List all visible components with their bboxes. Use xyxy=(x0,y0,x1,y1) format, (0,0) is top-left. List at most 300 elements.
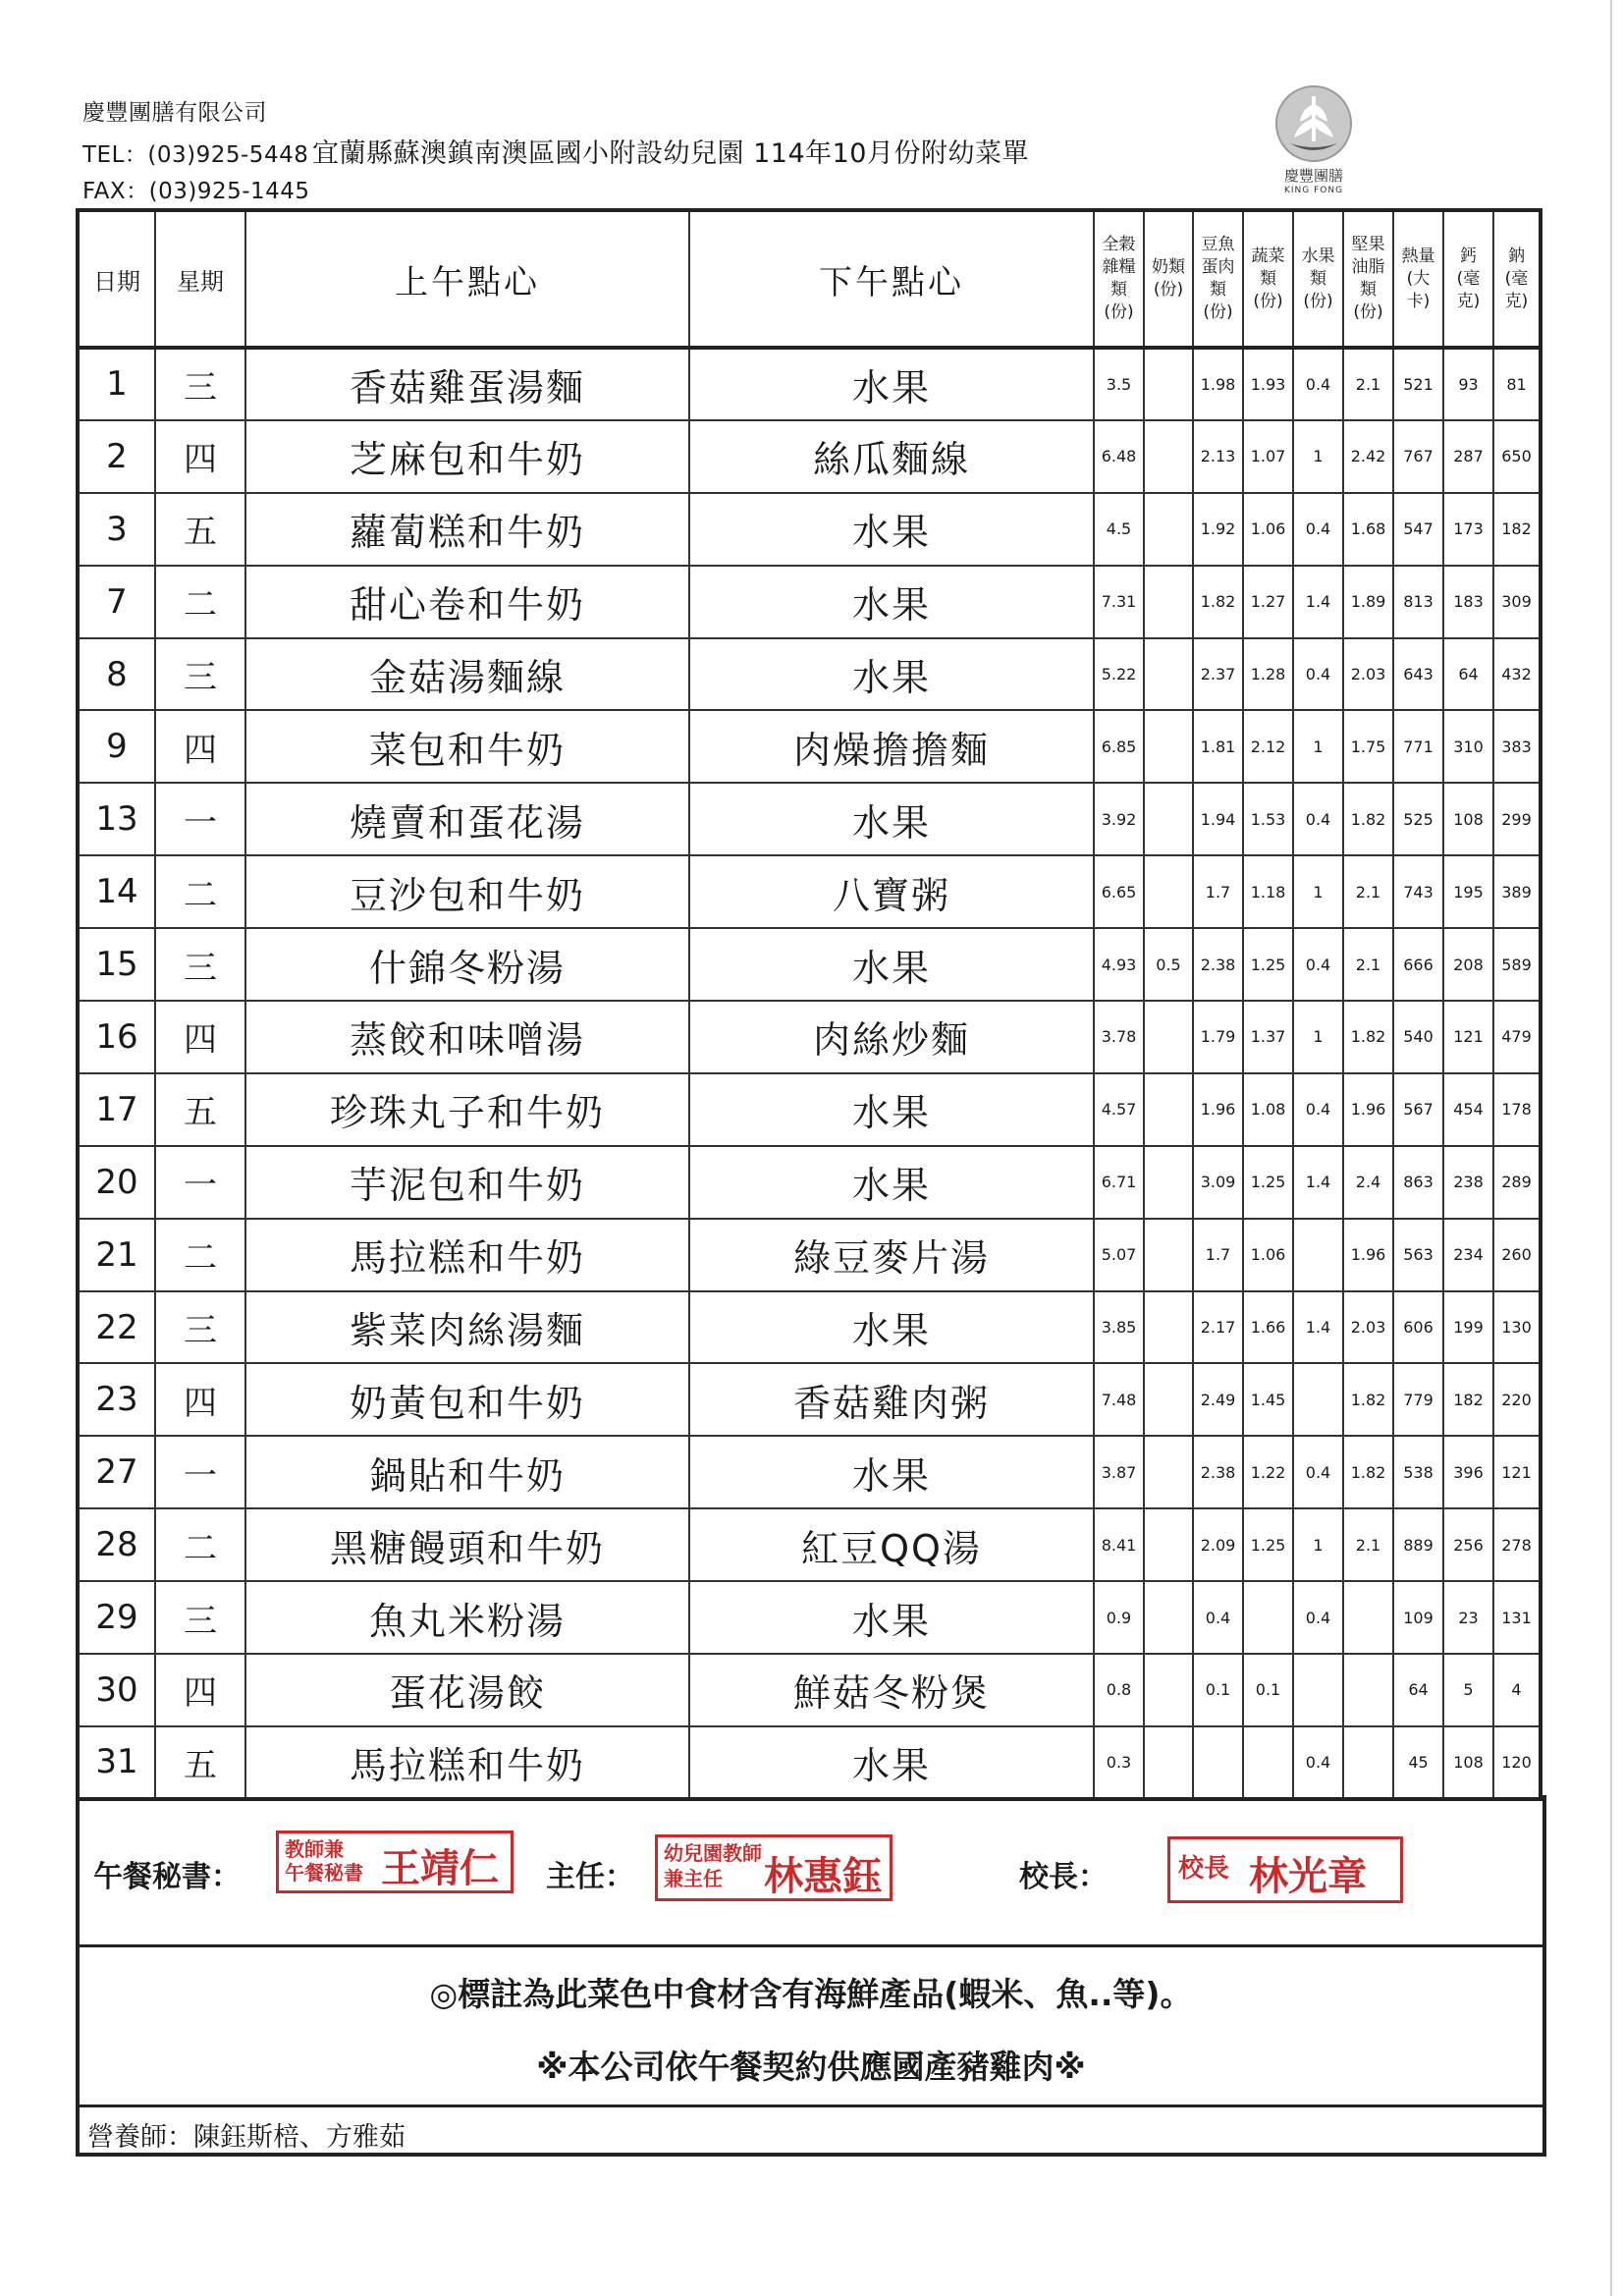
calcium-cell: 234 xyxy=(1443,1219,1493,1291)
nuts-oils-cell: 1.82 xyxy=(1343,1001,1393,1073)
afternoon-snack-cell: 水果 xyxy=(689,1581,1094,1654)
date-cell: 17 xyxy=(78,1073,155,1146)
protein-cell: 1.79 xyxy=(1193,1001,1243,1073)
calories-cell: 743 xyxy=(1393,855,1443,928)
col-grains-line: (份) xyxy=(1104,302,1134,322)
col-protein-line: 蛋肉 xyxy=(1201,257,1235,277)
calcium-cell: 183 xyxy=(1443,566,1493,638)
weekday-cell: 三 xyxy=(155,1291,245,1364)
principal-stamp xyxy=(1167,1836,1403,1903)
logo-name: 慶豐團膳 xyxy=(1283,167,1343,185)
secretary-label: 午餐秘書： xyxy=(93,1860,241,1894)
col-morning-snack: 上午點心 xyxy=(245,210,689,348)
calories-cell: 525 xyxy=(1393,783,1443,855)
morning-snack-cell: 魚丸米粉湯 xyxy=(245,1581,689,1654)
afternoon-snack-cell: 綠豆麥片湯 xyxy=(689,1219,1094,1291)
dairy-cell xyxy=(1144,1436,1193,1508)
nuts-oils-cell: 2.4 xyxy=(1343,1146,1393,1219)
table-row xyxy=(78,1654,1541,1726)
grains-cell: 3.85 xyxy=(1094,1291,1144,1364)
col-grains-line: 全穀 xyxy=(1102,235,1136,254)
col-fruit-line: (份) xyxy=(1303,291,1333,311)
date-cell: 9 xyxy=(78,710,155,783)
calcium-cell: 256 xyxy=(1443,1508,1493,1581)
fruit-cell: 1 xyxy=(1293,710,1343,783)
grains-cell: 6.85 xyxy=(1094,710,1144,783)
protein-cell: 1.81 xyxy=(1193,710,1243,783)
sodium-cell: 309 xyxy=(1493,566,1541,638)
afternoon-snack-cell: 肉絲炒麵 xyxy=(689,1001,1094,1073)
morning-snack-cell: 菜包和牛奶 xyxy=(245,710,689,783)
menu-title: 宜蘭縣蘇澳鎮南澳區國小附設幼兒園 114年10月份附幼菜單 xyxy=(312,138,1029,169)
table-row xyxy=(78,1726,1541,1799)
calcium-cell: 208 xyxy=(1443,928,1493,1001)
nuts-oils-cell: 2.1 xyxy=(1343,348,1393,420)
vegetables-cell: 1.18 xyxy=(1243,855,1293,928)
grains-cell: 6.48 xyxy=(1094,420,1144,493)
date-cell: 7 xyxy=(78,566,155,638)
fruit-cell: 1 xyxy=(1293,1001,1343,1073)
logo-english: KING FONG xyxy=(1283,186,1344,195)
principal-stamp-name: 林光章 xyxy=(1249,1853,1367,1899)
secretary-stamp xyxy=(276,1831,514,1893)
afternoon-snack-cell: 水果 xyxy=(689,1146,1094,1219)
weekday-cell: 一 xyxy=(155,1146,245,1219)
calories-cell: 547 xyxy=(1393,493,1443,566)
fruit-cell: 0.4 xyxy=(1293,928,1343,1001)
col-vegetables-line: 類 xyxy=(1260,268,1276,289)
fruit-cell: 1 xyxy=(1293,855,1343,928)
protein-cell: 3.09 xyxy=(1193,1146,1243,1219)
morning-snack-cell: 燒賣和蛋花湯 xyxy=(245,783,689,855)
vegetables-cell xyxy=(1243,1726,1293,1799)
calories-cell: 863 xyxy=(1393,1146,1443,1219)
calcium-cell: 108 xyxy=(1443,783,1493,855)
dairy-cell: 0.5 xyxy=(1144,928,1193,1001)
protein-cell: 2.37 xyxy=(1193,638,1243,711)
fruit-cell: 1.4 xyxy=(1293,1291,1343,1364)
col-grains-line: 類 xyxy=(1110,280,1127,300)
protein-cell: 0.1 xyxy=(1193,1654,1243,1726)
afternoon-snack-cell: 水果 xyxy=(689,1291,1094,1364)
dairy-cell xyxy=(1144,348,1193,420)
fruit-cell: 0.4 xyxy=(1293,348,1343,420)
vegetables-cell: 1.06 xyxy=(1243,493,1293,566)
table-row xyxy=(78,1291,1541,1364)
grains-cell: 7.31 xyxy=(1094,566,1144,638)
sodium-cell: 289 xyxy=(1493,1146,1541,1219)
morning-snack-cell: 馬拉糕和牛奶 xyxy=(245,1726,689,1799)
secretary-stamp-name: 王靖仁 xyxy=(381,1845,499,1891)
calcium-cell: 396 xyxy=(1443,1436,1493,1508)
weekday-cell: 三 xyxy=(155,348,245,420)
col-calories-line: (大 xyxy=(1406,268,1431,289)
col-protein xyxy=(1193,210,1243,348)
morning-snack-cell: 金菇湯麵線 xyxy=(245,638,689,711)
date-cell: 30 xyxy=(78,1654,155,1726)
fruit-cell xyxy=(1293,1219,1343,1291)
afternoon-snack-cell: 八寶粥 xyxy=(689,855,1094,928)
grains-cell: 3.87 xyxy=(1094,1436,1144,1508)
director-stamp-name: 林惠鈺 xyxy=(764,1853,882,1899)
dairy-cell xyxy=(1144,1146,1193,1219)
scan-edge xyxy=(1610,0,1612,2296)
morning-snack-cell: 甜心卷和牛奶 xyxy=(245,566,689,638)
director-stamp-line2: 兼主任 xyxy=(664,1867,723,1890)
dairy-cell xyxy=(1144,1219,1193,1291)
nuts-oils-cell: 2.1 xyxy=(1343,928,1393,1001)
protein-cell: 1.7 xyxy=(1193,1219,1243,1291)
col-calories xyxy=(1393,210,1443,348)
weekday-cell: 二 xyxy=(155,1508,245,1581)
nuts-oils-cell xyxy=(1343,1726,1393,1799)
sodium-cell: 432 xyxy=(1493,638,1541,711)
dairy-cell xyxy=(1144,420,1193,493)
calories-cell: 45 xyxy=(1393,1726,1443,1799)
dairy-cell xyxy=(1144,493,1193,566)
fruit-cell: 0.4 xyxy=(1293,493,1343,566)
grains-cell: 4.5 xyxy=(1094,493,1144,566)
nuts-oils-cell: 1.82 xyxy=(1343,783,1393,855)
menu-table-body xyxy=(78,348,1541,1799)
nuts-oils-cell: 2.42 xyxy=(1343,420,1393,493)
vegetables-cell: 1.22 xyxy=(1243,1436,1293,1508)
col-calcium xyxy=(1443,210,1493,348)
date-cell: 14 xyxy=(78,855,155,928)
dairy-cell xyxy=(1144,1001,1193,1073)
col-date: 日期 xyxy=(78,210,155,348)
sodium-cell: 278 xyxy=(1493,1508,1541,1581)
dairy-cell xyxy=(1144,1508,1193,1581)
calcium-cell: 23 xyxy=(1443,1581,1493,1654)
date-cell: 20 xyxy=(78,1146,155,1219)
fruit-cell: 1.4 xyxy=(1293,566,1343,638)
calories-cell: 666 xyxy=(1393,928,1443,1001)
weekday-cell: 四 xyxy=(155,710,245,783)
vegetables-cell: 1.07 xyxy=(1243,420,1293,493)
grains-cell: 6.71 xyxy=(1094,1146,1144,1219)
protein-cell: 0.4 xyxy=(1193,1581,1243,1654)
afternoon-snack-cell: 絲瓜麵線 xyxy=(689,420,1094,493)
morning-snack-cell: 奶黃包和牛奶 xyxy=(245,1363,689,1436)
fruit-cell: 0.4 xyxy=(1293,1436,1343,1508)
calories-cell: 64 xyxy=(1393,1654,1443,1726)
morning-snack-cell: 馬拉糕和牛奶 xyxy=(245,1219,689,1291)
morning-snack-cell: 蒸餃和味噌湯 xyxy=(245,1001,689,1073)
weekday-cell: 四 xyxy=(155,1363,245,1436)
grains-cell: 6.65 xyxy=(1094,855,1144,928)
calories-cell: 889 xyxy=(1393,1508,1443,1581)
vegetables-cell: 0.1 xyxy=(1243,1654,1293,1726)
calcium-cell: 287 xyxy=(1443,420,1493,493)
date-cell: 23 xyxy=(78,1363,155,1436)
protein-cell: 1.96 xyxy=(1193,1073,1243,1146)
table-row xyxy=(78,1508,1541,1581)
nuts-oils-cell: 1.75 xyxy=(1343,710,1393,783)
weekday-cell: 四 xyxy=(155,1001,245,1073)
sodium-cell: 479 xyxy=(1493,1001,1541,1073)
nuts-oils-cell: 1.82 xyxy=(1343,1363,1393,1436)
sodium-cell: 182 xyxy=(1493,493,1541,566)
col-nuts-oils-line: 堅果 xyxy=(1351,235,1385,254)
calcium-cell: 195 xyxy=(1443,855,1493,928)
sodium-cell: 383 xyxy=(1493,710,1541,783)
wheat-sheaf-logo-icon xyxy=(1272,82,1355,165)
col-sodium xyxy=(1493,210,1541,348)
table-row xyxy=(78,1073,1541,1146)
sodium-cell: 299 xyxy=(1493,783,1541,855)
protein-cell xyxy=(1193,1726,1243,1799)
weekday-cell: 二 xyxy=(155,1219,245,1291)
vegetables-cell xyxy=(1243,1581,1293,1654)
table-row xyxy=(78,1436,1541,1508)
col-fruit-line: 水果 xyxy=(1301,246,1335,266)
calcium-cell: 454 xyxy=(1443,1073,1493,1146)
weekday-cell: 五 xyxy=(155,493,245,566)
nuts-oils-cell xyxy=(1343,1654,1393,1726)
dairy-cell xyxy=(1144,1291,1193,1364)
date-cell: 15 xyxy=(78,928,155,1001)
grains-cell: 8.41 xyxy=(1094,1508,1144,1581)
table-row xyxy=(78,1219,1541,1291)
afternoon-snack-cell: 水果 xyxy=(689,638,1094,711)
col-calories-line: 卡) xyxy=(1406,291,1431,311)
weekday-cell: 一 xyxy=(155,1436,245,1508)
grains-cell: 0.8 xyxy=(1094,1654,1144,1726)
calcium-cell: 238 xyxy=(1443,1146,1493,1219)
fruit-cell: 1.4 xyxy=(1293,1146,1343,1219)
morning-snack-cell: 黑糖饅頭和牛奶 xyxy=(245,1508,689,1581)
company-name: 慶豐團膳有限公司 xyxy=(82,100,267,126)
col-calories-line: 熱量 xyxy=(1401,246,1435,266)
table-row xyxy=(78,566,1541,638)
date-cell: 3 xyxy=(78,493,155,566)
sodium-cell: 121 xyxy=(1493,1436,1541,1508)
nuts-oils-cell: 1.68 xyxy=(1343,493,1393,566)
calcium-cell: 199 xyxy=(1443,1291,1493,1364)
afternoon-snack-cell: 紅豆QQ湯 xyxy=(689,1508,1094,1581)
director-stamp xyxy=(655,1834,893,1901)
director-label: 主任： xyxy=(546,1860,634,1894)
nuts-oils-cell: 1.96 xyxy=(1343,1219,1393,1291)
date-cell: 21 xyxy=(78,1219,155,1291)
morning-snack-cell: 紫菜肉絲湯麵 xyxy=(245,1291,689,1364)
sodium-cell: 220 xyxy=(1493,1363,1541,1436)
afternoon-snack-cell: 水果 xyxy=(689,1436,1094,1508)
sodium-cell: 178 xyxy=(1493,1073,1541,1146)
grains-cell: 3.5 xyxy=(1094,348,1144,420)
fruit-cell: 0.4 xyxy=(1293,1581,1343,1654)
protein-cell: 2.38 xyxy=(1193,928,1243,1001)
afternoon-snack-cell: 水果 xyxy=(689,928,1094,1001)
dairy-cell xyxy=(1144,1581,1193,1654)
col-sodium-line: 鈉 xyxy=(1508,246,1525,266)
calories-cell: 767 xyxy=(1393,420,1443,493)
morning-snack-cell: 芋泥包和牛奶 xyxy=(245,1146,689,1219)
fruit-cell xyxy=(1293,1654,1343,1726)
table-row xyxy=(78,928,1541,1001)
date-cell: 22 xyxy=(78,1291,155,1364)
nuts-oils-cell: 2.03 xyxy=(1343,638,1393,711)
vegetables-cell: 1.25 xyxy=(1243,1146,1293,1219)
protein-cell: 1.82 xyxy=(1193,566,1243,638)
protein-cell: 1.7 xyxy=(1193,855,1243,928)
calories-cell: 563 xyxy=(1393,1219,1443,1291)
dairy-cell xyxy=(1144,1363,1193,1436)
protein-cell: 2.49 xyxy=(1193,1363,1243,1436)
principal-label: 校長： xyxy=(1019,1860,1108,1894)
col-protein-line: 豆魚 xyxy=(1201,235,1235,254)
col-protein-line: 類 xyxy=(1210,280,1226,300)
date-cell: 16 xyxy=(78,1001,155,1073)
calcium-cell: 310 xyxy=(1443,710,1493,783)
calories-cell: 521 xyxy=(1393,348,1443,420)
date-cell: 28 xyxy=(78,1508,155,1581)
calories-cell: 606 xyxy=(1393,1291,1443,1364)
table-row xyxy=(78,493,1541,566)
sodium-cell: 81 xyxy=(1493,348,1541,420)
dairy-cell xyxy=(1144,1654,1193,1726)
col-vegetables-line: (份) xyxy=(1253,291,1283,311)
col-fruit xyxy=(1293,210,1343,348)
table-row xyxy=(78,1146,1541,1219)
seafood-note: ◎標註為此菜色中食材含有海鮮產品(蝦米、魚..等)。 xyxy=(429,1975,1193,2013)
sodium-cell: 389 xyxy=(1493,855,1541,928)
afternoon-snack-cell: 水果 xyxy=(689,566,1094,638)
col-sodium-line: 克) xyxy=(1504,291,1529,311)
protein-cell: 1.98 xyxy=(1193,348,1243,420)
date-cell: 1 xyxy=(78,348,155,420)
sodium-cell: 131 xyxy=(1493,1581,1541,1654)
vegetables-cell: 1.37 xyxy=(1243,1001,1293,1073)
calories-cell: 538 xyxy=(1393,1436,1443,1508)
calcium-cell: 182 xyxy=(1443,1363,1493,1436)
weekday-cell: 五 xyxy=(155,1726,245,1799)
secretary-stamp-line1: 教師兼 xyxy=(285,1837,344,1861)
dairy-cell xyxy=(1144,855,1193,928)
company-fax: FAX：(03)925-1445 xyxy=(82,179,310,204)
calcium-cell: 173 xyxy=(1443,493,1493,566)
company-logo xyxy=(1255,82,1373,202)
nuts-oils-cell: 1.96 xyxy=(1343,1073,1393,1146)
menu-table xyxy=(76,208,1542,1801)
fruit-cell xyxy=(1293,1363,1343,1436)
date-cell: 13 xyxy=(78,783,155,855)
fruit-cell: 0.4 xyxy=(1293,1073,1343,1146)
table-row xyxy=(78,1363,1541,1436)
col-calcium-line: 克) xyxy=(1456,291,1481,311)
dietitian-section xyxy=(76,2107,1546,2157)
morning-snack-cell: 香菇雞蛋湯麵 xyxy=(245,348,689,420)
col-nuts-oils-line: 類 xyxy=(1360,280,1377,300)
col-nuts-oils xyxy=(1343,210,1393,348)
table-header-row xyxy=(78,210,1541,348)
director-stamp-line1: 幼兒園教師 xyxy=(664,1841,762,1865)
afternoon-snack-cell: 水果 xyxy=(689,348,1094,420)
afternoon-snack-cell: 水果 xyxy=(689,493,1094,566)
grains-cell: 5.07 xyxy=(1094,1219,1144,1291)
fruit-cell: 1 xyxy=(1293,420,1343,493)
date-cell: 2 xyxy=(78,420,155,493)
dairy-cell xyxy=(1144,566,1193,638)
dairy-cell xyxy=(1144,1073,1193,1146)
protein-cell: 2.17 xyxy=(1193,1291,1243,1364)
secretary-stamp-line2: 午餐秘書 xyxy=(285,1861,363,1885)
calories-cell: 813 xyxy=(1393,566,1443,638)
weekday-cell: 二 xyxy=(155,855,245,928)
fruit-cell: 0.4 xyxy=(1293,638,1343,711)
dairy-cell xyxy=(1144,1726,1193,1799)
calories-cell: 109 xyxy=(1393,1581,1443,1654)
afternoon-snack-cell: 水果 xyxy=(689,1726,1094,1799)
col-sodium-line: (毫 xyxy=(1504,268,1529,289)
calories-cell: 567 xyxy=(1393,1073,1443,1146)
sodium-cell: 120 xyxy=(1493,1726,1541,1799)
vegetables-cell: 1.93 xyxy=(1243,348,1293,420)
fruit-cell: 0.4 xyxy=(1293,1726,1343,1799)
table-row xyxy=(78,348,1541,420)
vegetables-cell: 1.66 xyxy=(1243,1291,1293,1364)
col-vegetables xyxy=(1243,210,1293,348)
col-afternoon-snack: 下午點心 xyxy=(689,210,1094,348)
table-row xyxy=(78,710,1541,783)
morning-snack-cell: 蛋花湯餃 xyxy=(245,1654,689,1726)
principal-stamp-title: 校長 xyxy=(1178,1854,1230,1884)
fruit-cell: 1 xyxy=(1293,1508,1343,1581)
vegetables-cell: 1.53 xyxy=(1243,783,1293,855)
protein-cell: 1.94 xyxy=(1193,783,1243,855)
calories-cell: 771 xyxy=(1393,710,1443,783)
weekday-cell: 五 xyxy=(155,1073,245,1146)
vegetables-cell: 1.08 xyxy=(1243,1073,1293,1146)
weekday-cell: 三 xyxy=(155,928,245,1001)
weekday-cell: 二 xyxy=(155,566,245,638)
morning-snack-cell: 豆沙包和牛奶 xyxy=(245,855,689,928)
calcium-cell: 64 xyxy=(1443,638,1493,711)
table-row xyxy=(78,855,1541,928)
nuts-oils-cell: 1.82 xyxy=(1343,1436,1393,1508)
table-row xyxy=(78,783,1541,855)
dietitian-names: 營養師：陳鈺斯棓、方雅茹 xyxy=(87,2122,406,2153)
grains-cell: 7.48 xyxy=(1094,1363,1144,1436)
afternoon-snack-cell: 鮮菇冬粉煲 xyxy=(689,1654,1094,1726)
grains-cell: 4.93 xyxy=(1094,928,1144,1001)
morning-snack-cell: 什錦冬粉湯 xyxy=(245,928,689,1001)
afternoon-snack-cell: 香菇雞肉粥 xyxy=(689,1363,1094,1436)
sodium-cell: 650 xyxy=(1493,420,1541,493)
grains-cell: 3.78 xyxy=(1094,1001,1144,1073)
col-nuts-oils-line: (份) xyxy=(1353,302,1383,322)
col-dairy-line: (份) xyxy=(1153,280,1184,300)
afternoon-snack-cell: 水果 xyxy=(689,783,1094,855)
sodium-cell: 130 xyxy=(1493,1291,1541,1364)
notes-section xyxy=(76,1947,1546,2107)
dairy-cell xyxy=(1144,710,1193,783)
col-protein-line: (份) xyxy=(1203,302,1233,322)
nuts-oils-cell: 2.1 xyxy=(1343,855,1393,928)
calories-cell: 643 xyxy=(1393,638,1443,711)
col-fruit-line: 類 xyxy=(1310,268,1326,289)
col-vegetables-line: 蔬菜 xyxy=(1251,246,1285,266)
calcium-cell: 93 xyxy=(1443,348,1493,420)
sodium-cell: 4 xyxy=(1493,1654,1541,1726)
nuts-oils-cell xyxy=(1343,1581,1393,1654)
afternoon-snack-cell: 肉燥擔擔麵 xyxy=(689,710,1094,783)
nuts-oils-cell: 2.1 xyxy=(1343,1508,1393,1581)
grains-cell: 0.3 xyxy=(1094,1726,1144,1799)
morning-snack-cell: 珍珠丸子和牛奶 xyxy=(245,1073,689,1146)
nuts-oils-cell: 1.89 xyxy=(1343,566,1393,638)
